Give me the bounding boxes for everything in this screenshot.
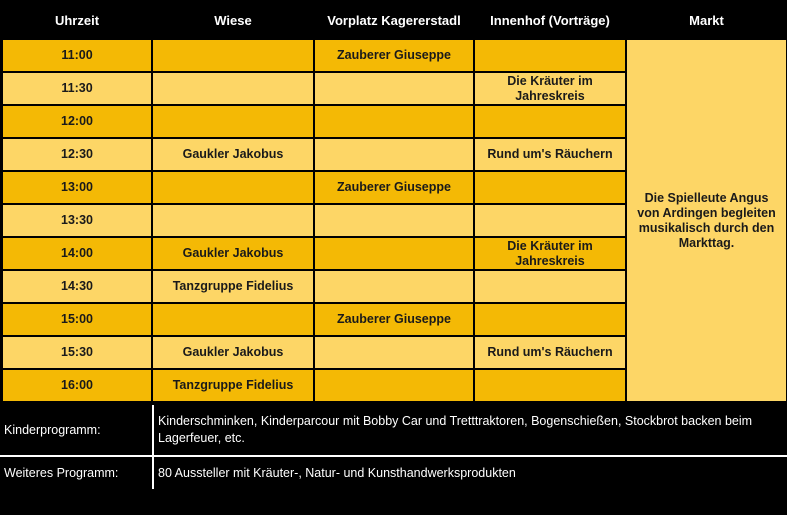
schedule-table: [1, 0, 787, 403]
innenhof-cell: [474, 270, 626, 303]
kinderprogramm-label: Kinderprogramm:: [0, 405, 153, 456]
innenhof-cell: [474, 303, 626, 336]
kinderprogramm-row: [0, 405, 787, 456]
wiese-cell: [152, 72, 314, 105]
time-cell: 14:30: [2, 270, 152, 303]
vorplatz-cell: Zauberer Giuseppe: [314, 39, 474, 72]
header-vorplatz: Vorplatz Kagererstadl: [314, 1, 474, 39]
vorplatz-cell: [314, 336, 474, 369]
time-cell: 12:00: [2, 105, 152, 138]
wiese-cell: Tanzgruppe Fidelius: [152, 270, 314, 303]
innenhof-cell: Rund um's Räuchern: [474, 336, 626, 369]
wiese-cell: Gaukler Jakobus: [152, 138, 314, 171]
vorplatz-cell: [314, 237, 474, 270]
time-cell: 11:00: [2, 39, 152, 72]
additional-program-table: [0, 405, 787, 489]
vorplatz-cell: [314, 270, 474, 303]
time-cell: 12:30: [2, 138, 152, 171]
header-innenhof: Innenhof (Vorträge): [474, 1, 626, 39]
weiteres-programm-label: Weiteres Programm:: [0, 457, 153, 489]
vorplatz-cell: [314, 369, 474, 402]
header-markt: Markt: [626, 1, 787, 39]
innenhof-cell: [474, 39, 626, 72]
weiteres-programm-row: [0, 457, 787, 489]
time-cell: 11:30: [2, 72, 152, 105]
markt-cell: Die Spielleute Angus von Ardingen begleiten musikalisch durch den Markttag.: [626, 39, 787, 402]
innenhof-cell: [474, 204, 626, 237]
kinderprogramm-text: Kinderschminken, Kinderparcour mit Bobby Car und Tretttraktoren, Bogenschießen, Stockbrot backen beim Lagerfeuer, etc.: [153, 405, 787, 456]
wiese-cell: Gaukler Jakobus: [152, 336, 314, 369]
time-cell: 15:00: [2, 303, 152, 336]
innenhof-cell: Die Kräuter im Jahreskreis: [474, 72, 626, 105]
time-cell: 15:30: [2, 336, 152, 369]
weiteres-programm-text: 80 Aussteller mit Kräuter-, Natur- und Kunsthandwerksprodukten: [153, 457, 787, 489]
innenhof-cell: [474, 105, 626, 138]
wiese-cell: [152, 303, 314, 336]
innenhof-cell: [474, 171, 626, 204]
vorplatz-cell: [314, 72, 474, 105]
header-wiese: Wiese: [152, 1, 314, 39]
wiese-cell: [152, 39, 314, 72]
vorplatz-cell: [314, 204, 474, 237]
header-uhrzeit: Uhrzeit: [2, 1, 152, 39]
time-cell: 13:00: [2, 171, 152, 204]
wiese-cell: Gaukler Jakobus: [152, 237, 314, 270]
innenhof-cell: [474, 369, 626, 402]
table-row: [2, 39, 787, 72]
vorplatz-cell: [314, 105, 474, 138]
vorplatz-cell: Zauberer Giuseppe: [314, 303, 474, 336]
time-cell: 14:00: [2, 237, 152, 270]
wiese-cell: [152, 105, 314, 138]
wiese-cell: Tanzgruppe Fidelius: [152, 369, 314, 402]
header-row: [2, 1, 787, 39]
vorplatz-cell: [314, 138, 474, 171]
wiese-cell: [152, 171, 314, 204]
wiese-cell: [152, 204, 314, 237]
vorplatz-cell: Zauberer Giuseppe: [314, 171, 474, 204]
innenhof-cell: Die Kräuter im Jahreskreis: [474, 237, 626, 270]
time-cell: 16:00: [2, 369, 152, 402]
time-cell: 13:30: [2, 204, 152, 237]
innenhof-cell: Rund um's Räuchern: [474, 138, 626, 171]
